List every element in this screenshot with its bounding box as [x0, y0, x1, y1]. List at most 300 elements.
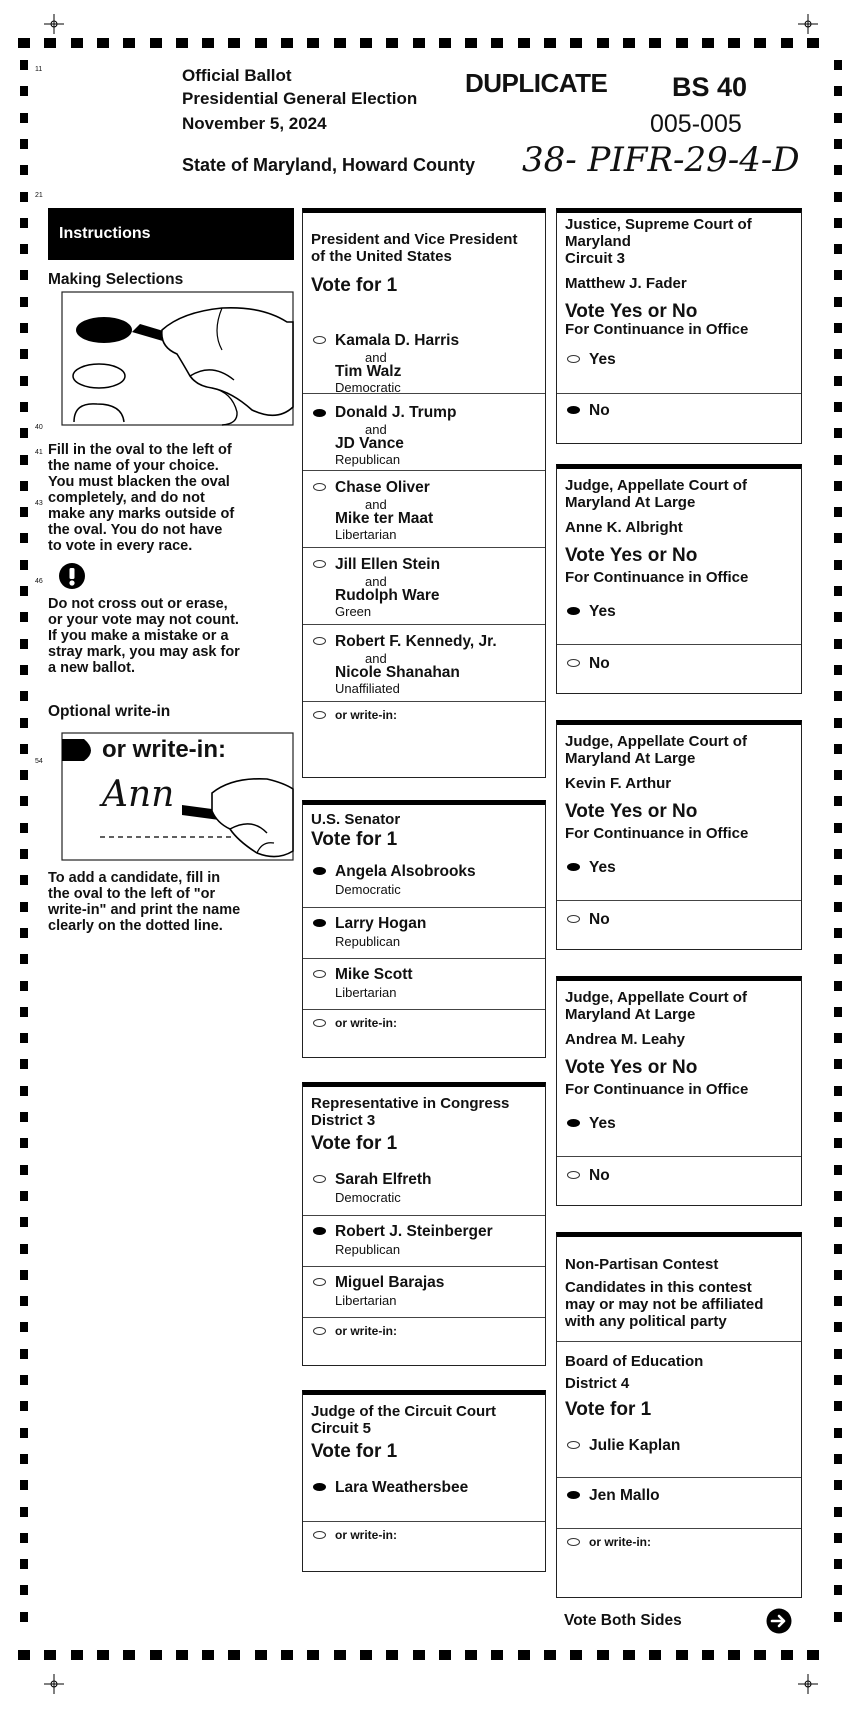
vote-oval[interactable] [567, 1538, 580, 1546]
vote-oval[interactable] [567, 1171, 580, 1179]
instructions-bar: Instructions [48, 208, 294, 260]
timing-mark [834, 113, 842, 123]
contest-title-line: Maryland At Large [565, 494, 696, 511]
vote-oval[interactable] [313, 1531, 326, 1539]
timing-mark [20, 1007, 28, 1017]
timing-mark [439, 38, 451, 48]
party-label: Libertarian [335, 985, 397, 1000]
continuance-label: For Continuance in Office [565, 825, 749, 842]
party-label: Libertarian [335, 527, 397, 542]
timing-mark [71, 38, 83, 48]
timing-mark [834, 1191, 842, 1201]
timing-mark [834, 86, 842, 96]
candidate-name: Mike Scott [335, 966, 413, 983]
timing-mark [702, 38, 714, 48]
timing-label: 54 [35, 758, 43, 765]
timing-mark [228, 38, 240, 48]
judge-name: Anne K. Albright [565, 519, 683, 536]
timing-mark [834, 1349, 842, 1359]
yes-option[interactable] [557, 593, 801, 643]
instruction-line: To add a candidate, fill in [48, 870, 221, 886]
ballot-style: BS 40 [672, 72, 748, 102]
vote-oval[interactable] [313, 483, 326, 491]
timing-mark [834, 244, 842, 254]
vote-oval[interactable] [313, 970, 326, 978]
candidate-option[interactable] [557, 1477, 801, 1527]
vote-oval-filled[interactable] [567, 1491, 580, 1499]
timing-mark [20, 1349, 28, 1359]
timing-mark [20, 1612, 28, 1622]
candidate-option[interactable] [557, 1427, 801, 1477]
timing-mark [20, 1480, 28, 1490]
timing-mark [544, 1650, 556, 1660]
writein-option[interactable] [303, 701, 545, 777]
contest-retention-albright [556, 464, 802, 694]
timing-mark [20, 1428, 28, 1438]
vote-oval[interactable] [313, 637, 326, 645]
writein-label: or write-in: [335, 1324, 397, 1338]
candidate-name: Julie Kaplan [589, 1437, 681, 1454]
judge-name: Kevin F. Arthur [565, 775, 672, 792]
timing-mark [834, 665, 842, 675]
vote-oval[interactable] [313, 711, 326, 719]
candidate-name: Lara Weathersbee [335, 1479, 469, 1496]
nonpartisan-heading: Non-Partisan Contest [565, 1256, 719, 1273]
timing-mark [834, 1375, 842, 1385]
county-name: State of Maryland, Howard County [182, 155, 476, 175]
timing-mark [465, 1650, 477, 1660]
timing-mark [20, 1270, 28, 1280]
contest-title-line: President and Vice President [311, 231, 518, 248]
candidate-option[interactable] [303, 308, 545, 395]
timing-mark [334, 38, 346, 48]
timing-mark [20, 875, 28, 885]
candidate-option[interactable] [303, 1215, 545, 1265]
judge-name: Andrea M. Leahy [565, 1031, 686, 1048]
timing-label: 21 [35, 192, 43, 199]
timing-mark [834, 1507, 842, 1517]
timing-mark [570, 1650, 582, 1660]
and-label: and [365, 350, 387, 365]
timing-mark [20, 218, 28, 228]
nonpartisan-note-line: may or may not be affiliated [565, 1296, 764, 1313]
timing-mark [834, 1007, 842, 1017]
yes-label: Yes [589, 1115, 616, 1132]
timing-mark [20, 1507, 28, 1517]
running-mate-name: JD Vance [335, 435, 404, 452]
no-option[interactable] [557, 644, 801, 694]
timing-mark [834, 165, 842, 175]
contest-title-line: Justice, Supreme Court of [565, 216, 752, 233]
timing-mark [544, 38, 556, 48]
timing-mark [281, 38, 293, 48]
timing-mark [834, 428, 842, 438]
timing-mark [20, 1165, 28, 1175]
yes-option[interactable] [557, 341, 801, 391]
timing-mark [97, 38, 109, 48]
no-label: No [589, 402, 610, 419]
timing-mark [834, 823, 842, 833]
running-mate-name: Mike ter Maat [335, 510, 434, 527]
precinct-code: 005-005 [650, 110, 742, 138]
registration-crosshair-icon [44, 1674, 64, 1694]
timing-mark [834, 981, 842, 991]
timing-mark [834, 612, 842, 622]
timing-mark [20, 533, 28, 543]
no-option[interactable] [557, 900, 801, 950]
instruction-line: stray mark, you may ask for [48, 644, 240, 660]
timing-mark [781, 38, 793, 48]
registration-crosshair-icon [44, 14, 64, 34]
party-label: Republican [335, 934, 401, 949]
timing-mark [834, 192, 842, 202]
vote-for-label: Vote for 1 [311, 1441, 398, 1462]
timing-mark [20, 86, 28, 96]
duplicate-stamp: DUPLICATE [465, 68, 608, 98]
party-label: Republican [335, 1242, 401, 1257]
instruction-line: the oval to the left of "or [48, 886, 216, 902]
contest-title-line: Maryland At Large [565, 1006, 696, 1023]
candidate-name: Sarah Elfreth [335, 1171, 432, 1188]
contest-title-line: U.S. Senator [311, 811, 401, 828]
timing-mark [18, 38, 30, 48]
timing-mark [20, 1533, 28, 1543]
running-mate-name: Nicole Shanahan [335, 664, 460, 681]
timing-mark [20, 902, 28, 912]
candidate-name: Jill Ellen Stein [335, 556, 441, 573]
timing-label: 11 [35, 66, 43, 73]
candidate-option[interactable] [303, 958, 545, 1008]
timing-mark [71, 1650, 83, 1660]
timing-mark [676, 1650, 688, 1660]
timing-mark [834, 455, 842, 465]
no-option[interactable] [557, 1156, 801, 1206]
timing-mark [20, 297, 28, 307]
contest-us-senator [302, 800, 546, 1058]
timing-mark [834, 1559, 842, 1569]
writein-label: or write-in: [335, 1016, 397, 1030]
making-selections-heading: Making Selections [48, 271, 184, 288]
writein-option[interactable] [303, 1009, 545, 1059]
timing-mark [20, 1454, 28, 1464]
yes-label: Yes [589, 351, 616, 368]
timing-mark [676, 38, 688, 48]
candidate-option[interactable] [303, 547, 545, 623]
candidate-option[interactable] [303, 1471, 545, 1521]
vote-oval-filled[interactable] [567, 607, 580, 615]
continuance-label: For Continuance in Office [565, 1081, 749, 1098]
timing-mark [97, 1650, 109, 1660]
timing-mark [465, 38, 477, 48]
writein-example-label: or write-in: [102, 736, 226, 763]
contest-title-line: Circuit 3 [565, 250, 626, 267]
timing-mark [834, 1138, 842, 1148]
timing-mark [834, 1112, 842, 1122]
writein-option[interactable] [303, 1521, 545, 1571]
vote-oval-filled[interactable] [313, 409, 326, 417]
candidate-option[interactable] [303, 470, 545, 546]
contest-retention-fader [556, 208, 802, 444]
timing-mark [20, 455, 28, 465]
timing-label: 46 [35, 578, 43, 585]
contest-congress [302, 1082, 546, 1366]
nonpartisan-note-line: with any political party [565, 1313, 727, 1330]
timing-mark [20, 560, 28, 570]
timing-mark [834, 1454, 842, 1464]
timing-mark [834, 770, 842, 780]
timing-mark [20, 823, 28, 833]
timing-mark [834, 1428, 842, 1438]
contest-title-line: Judge, Appellate Court of [565, 989, 747, 1006]
contest-title-line: Board of Education [565, 1353, 704, 1370]
timing-mark [20, 1244, 28, 1254]
timing-mark [334, 1650, 346, 1660]
vote-oval-filled[interactable] [313, 867, 326, 875]
timing-mark [20, 349, 28, 359]
timing-mark [834, 875, 842, 885]
timing-mark [255, 1650, 267, 1660]
timing-mark [20, 770, 28, 780]
timing-mark [491, 38, 503, 48]
timing-mark [20, 1033, 28, 1043]
and-label: and [365, 497, 387, 512]
vote-for-label: Vote for 1 [565, 1399, 652, 1420]
contest-title-line: Judge, Appellate Court of [565, 477, 747, 494]
timing-mark [386, 38, 398, 48]
timing-mark [20, 796, 28, 806]
vote-for-label: Vote for 1 [311, 275, 398, 296]
timing-mark [20, 1191, 28, 1201]
instruction-line: to vote in every race. [48, 538, 193, 554]
candidate-option[interactable] [303, 1266, 545, 1316]
and-label: and [365, 422, 387, 437]
party-label: Democratic [335, 1190, 401, 1205]
timing-mark [834, 586, 842, 596]
timing-mark [834, 1533, 842, 1543]
timing-mark [623, 38, 635, 48]
timing-mark [20, 1059, 28, 1069]
timing-mark [834, 928, 842, 938]
timing-mark [834, 218, 842, 228]
candidate-option[interactable] [303, 907, 545, 957]
vote-oval[interactable] [567, 1441, 580, 1449]
party-label: Democratic [335, 882, 401, 897]
instruction-line: If you make a mistake or a [48, 628, 229, 644]
registration-crosshair-icon [798, 14, 818, 34]
timing-mark [150, 38, 162, 48]
no-label: No [589, 655, 610, 672]
contest-title-line: District 4 [565, 1375, 630, 1392]
and-label: and [365, 651, 387, 666]
ballot-title: Official Ballot [182, 66, 292, 85]
timing-mark [834, 718, 842, 728]
contest-president [302, 208, 546, 778]
writein-label: or write-in: [589, 1535, 651, 1549]
timing-mark [807, 1650, 819, 1660]
vote-oval[interactable] [313, 1175, 326, 1183]
timing-mark [20, 428, 28, 438]
yes-option[interactable] [557, 849, 801, 899]
timing-mark [834, 139, 842, 149]
yes-option[interactable] [557, 1105, 801, 1155]
instruction-line: Do not cross out or erase, [48, 596, 228, 612]
vote-oval[interactable] [313, 560, 326, 568]
vote-oval-filled[interactable] [567, 863, 580, 871]
vote-yes-no-label: Vote Yes or No [565, 1057, 698, 1078]
instruction-line: the name of your choice. [48, 458, 219, 474]
vote-oval-filled[interactable] [313, 1483, 326, 1491]
timing-mark [834, 1296, 842, 1306]
candidate-option[interactable] [303, 1163, 545, 1213]
no-label: No [589, 911, 610, 928]
party-label: Green [335, 604, 372, 619]
continuance-label: For Continuance in Office [565, 321, 749, 338]
timing-mark [20, 586, 28, 596]
add-candidate-instructions [48, 870, 294, 934]
timing-mark [491, 1650, 503, 1660]
timing-mark [834, 481, 842, 491]
timing-mark [20, 744, 28, 754]
timing-mark [834, 1244, 842, 1254]
timing-mark [518, 38, 530, 48]
vote-oval[interactable] [567, 355, 580, 363]
judge-name: Matthew J. Fader [565, 275, 687, 292]
timing-mark [386, 1650, 398, 1660]
timing-mark [623, 1650, 635, 1660]
timing-mark [834, 1086, 842, 1096]
timing-mark [20, 691, 28, 701]
vote-oval[interactable] [313, 1019, 326, 1027]
timing-mark [834, 744, 842, 754]
timing-mark [834, 1612, 842, 1622]
timing-mark [834, 691, 842, 701]
writein-label: or write-in: [335, 708, 397, 722]
candidate-name: Kamala D. Harris [335, 332, 460, 349]
timing-mark [834, 849, 842, 859]
timing-mark [20, 376, 28, 386]
vote-oval-filled[interactable] [567, 1119, 580, 1127]
contest-title-line: Representative in Congress [311, 1095, 510, 1112]
vote-yes-no-label: Vote Yes or No [565, 301, 698, 322]
timing-mark [20, 1296, 28, 1306]
timing-mark [834, 376, 842, 386]
timing-mark [754, 1650, 766, 1660]
writein-option[interactable] [557, 1528, 801, 1578]
timing-mark [20, 1559, 28, 1569]
vote-for-label: Vote for 1 [311, 1133, 398, 1154]
timing-mark [20, 1086, 28, 1096]
timing-mark [360, 1650, 372, 1660]
timing-mark [834, 1165, 842, 1175]
contest-title-line: Judge, Appellate Court of [565, 733, 747, 750]
timing-mark [834, 954, 842, 964]
timing-mark [570, 38, 582, 48]
instruction-line: write-in" and print the name [48, 902, 241, 918]
instruction-line: completely, and do not [48, 490, 205, 506]
timing-mark [123, 38, 135, 48]
contest-title-line: Maryland [565, 233, 631, 250]
writein-example-handwriting: Ann [102, 774, 175, 815]
candidate-name: Robert J. Steinberger [335, 1223, 493, 1240]
timing-mark [413, 38, 425, 48]
timing-mark [439, 1650, 451, 1660]
timing-mark [20, 60, 28, 70]
vote-oval[interactable] [567, 659, 580, 667]
contest-title-line: of the United States [311, 248, 452, 265]
timing-mark [702, 1650, 714, 1660]
timing-mark [649, 38, 661, 48]
candidate-option[interactable] [303, 855, 545, 905]
timing-mark [597, 38, 609, 48]
timing-mark [176, 1650, 188, 1660]
timing-mark [20, 139, 28, 149]
timing-label: 40 [35, 424, 43, 431]
timing-mark [281, 1650, 293, 1660]
timing-mark [834, 60, 842, 70]
timing-mark [20, 192, 28, 202]
vote-oval-filled[interactable] [313, 1227, 326, 1235]
writein-label: or write-in: [335, 1528, 397, 1542]
election-name: Presidential General Election [182, 89, 418, 108]
vote-oval[interactable] [313, 336, 326, 344]
timing-mark [20, 165, 28, 175]
timing-mark [834, 1059, 842, 1069]
instruction-line: You must blacken the oval [48, 474, 230, 490]
vote-oval[interactable] [567, 915, 580, 923]
no-option[interactable] [557, 393, 801, 443]
candidate-name: Miguel Barajas [335, 1274, 445, 1291]
timing-mark [20, 113, 28, 123]
timing-mark [597, 1650, 609, 1660]
timing-mark [255, 38, 267, 48]
candidate-option[interactable] [303, 624, 545, 700]
timing-mark [834, 1270, 842, 1280]
timing-mark [18, 1650, 30, 1660]
timing-mark [20, 323, 28, 333]
timing-mark [307, 1650, 319, 1660]
timing-mark [834, 323, 842, 333]
timing-mark [150, 1650, 162, 1660]
instruction-line: Fill in the oval to the left of [48, 442, 232, 458]
writein-option[interactable] [303, 1317, 545, 1367]
vote-oval-filled[interactable] [313, 919, 326, 927]
timing-mark [20, 1138, 28, 1148]
timing-mark [176, 38, 188, 48]
candidate-name: Larry Hogan [335, 915, 427, 932]
timing-mark [20, 954, 28, 964]
yes-label: Yes [589, 859, 616, 876]
running-mate-name: Tim Walz [335, 363, 402, 380]
timing-mark [123, 1650, 135, 1660]
timing-label: 41 [35, 449, 43, 456]
candidate-option[interactable] [303, 393, 545, 469]
yes-label: Yes [589, 603, 616, 620]
right-arrow-circle-icon [766, 1608, 792, 1634]
instruction-line: clearly on the dotted line. [48, 918, 223, 934]
vote-oval[interactable] [313, 1278, 326, 1286]
timing-mark [20, 1112, 28, 1122]
timing-mark [834, 1401, 842, 1411]
vote-oval[interactable] [313, 1327, 326, 1335]
timing-mark [834, 560, 842, 570]
vote-oval-filled[interactable] [567, 406, 580, 414]
nonpartisan-note-line: Candidates in this contest [565, 1279, 752, 1296]
timing-mark [20, 402, 28, 412]
timing-mark [20, 849, 28, 859]
instruction-line: the oval. You do not have [48, 522, 223, 538]
election-date: November 5, 2024 [182, 114, 327, 133]
no-label: No [589, 1167, 610, 1184]
